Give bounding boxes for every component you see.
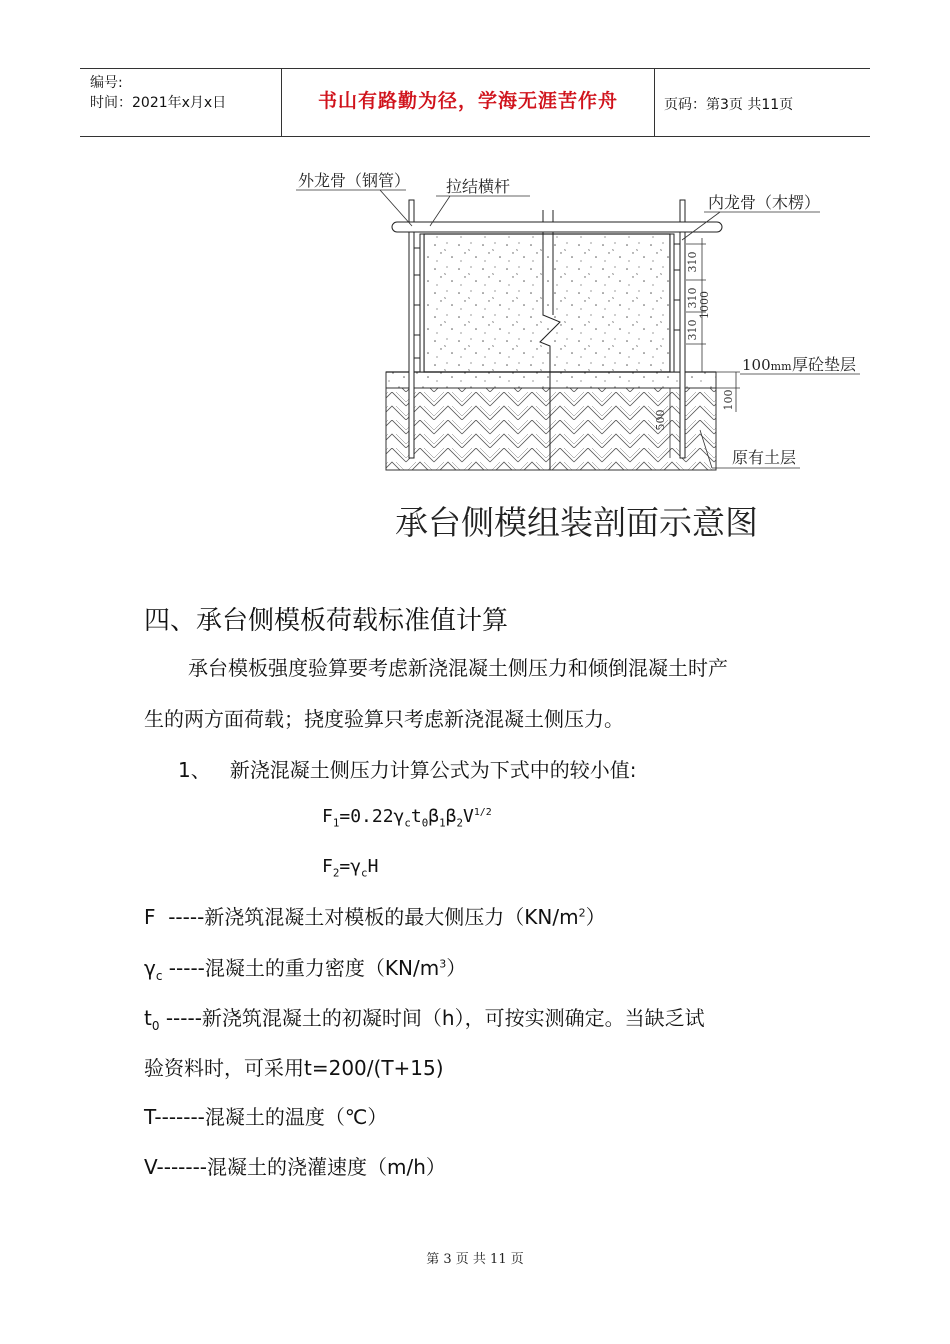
cap-concrete-body	[424, 234, 670, 372]
document-number-label: 编号:	[90, 75, 123, 91]
document-time-label: 时间：2021年x月x日	[90, 95, 227, 111]
definition-velocity: V-------混凝土的浇灌速度（m/h）	[144, 1155, 446, 1179]
top-tie-rod	[392, 222, 722, 232]
diagram-caption: 承台侧模组装剖面示意图	[395, 503, 758, 542]
label-inner-keel: 内龙骨（木楞）	[708, 193, 821, 212]
dim-100: 100	[722, 389, 735, 411]
paragraph-1-line-1: 承台模板强度验算要考虑新浇混凝土侧压力和倾倒混凝土时产	[188, 656, 728, 680]
left-steel-stake	[409, 200, 414, 458]
right-formwork-panel	[670, 234, 674, 372]
dim-500: 500	[654, 409, 667, 431]
paragraph-1-line-2: 生的两方面荷载；挠度验算只考虑新浇混凝土侧压力。	[144, 707, 624, 731]
definition-f: F -----新浇筑混凝土对模板的最大侧压力$(KN/m^2)$	[144, 905, 606, 929]
dim-1000: 1000	[698, 291, 711, 319]
header-motto: 书山有路勤为径，学海无涯苦作舟	[317, 90, 618, 112]
label-tie-rod: 拉结横杆	[446, 177, 511, 196]
label-soil: 原有土层	[732, 448, 797, 467]
definition-t0: $t_0$ -----新浇筑混凝土的初凝时间（h），可按实测确定。当缺乏试	[144, 1006, 705, 1033]
definition-t0-line-2: 验资料时，可采用t=200/(T+15)	[144, 1056, 444, 1080]
dim-310-middle: 310	[686, 287, 699, 309]
concrete-cushion-layer	[386, 372, 716, 388]
section-heading: 四、承台侧模板荷载标准值计算	[144, 606, 509, 636]
formula-f2: $F_2=\gamma_cH$	[322, 856, 379, 880]
formwork-section-diagram	[0, 0, 950, 500]
dim-310-bottom: 310	[686, 319, 699, 341]
left-inner-keel	[414, 248, 420, 358]
label-outer-keel: 外龙骨（钢管）	[298, 171, 411, 190]
left-formwork-panel	[420, 234, 424, 372]
definition-temperature: T-------混凝土的温度（℃）	[144, 1105, 388, 1129]
right-inner-keel	[674, 244, 680, 372]
page-footer: 第 3 页 共 11 页	[426, 1252, 524, 1267]
definition-gamma: $\gamma_c$ -----混凝土的重力密度$(KN/m^3)$	[144, 956, 467, 983]
item-1-text: 1、 新浇混凝土侧压力计算公式为下式中的较小值:	[178, 758, 637, 782]
label-cushion-dim: 100mm	[742, 356, 792, 374]
formula-f1: $F_1=0.22\gamma_ct_0\beta_1\beta_2V^{1/2}$	[322, 806, 492, 830]
label-cushion: 厚砼垫层	[792, 355, 857, 374]
page-number-label: 页码：第3页 共11页	[664, 97, 794, 113]
dim-310-top: 310	[686, 251, 699, 273]
